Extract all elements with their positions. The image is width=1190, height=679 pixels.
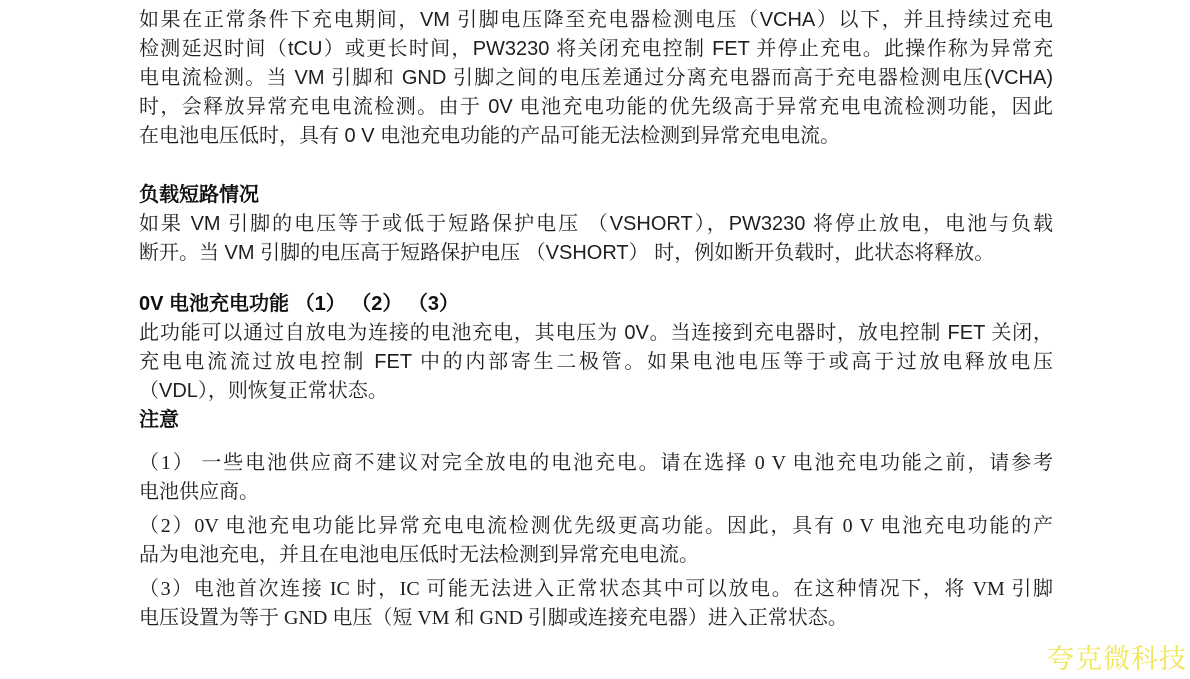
text-line: 在电池电压低时，具有 0 V 电池充电功能的产品可能无法检测到异常充电电流。 <box>139 125 841 147</box>
text-line: 品为电池充电，并且在电池电压低时无法检测到异常充电电流。 <box>139 544 699 566</box>
text-line: 时，会释放异常充电电流检测。由于 0V 电池充电功能的优先级高于异常充电电流检测功能，因此 <box>139 96 1053 118</box>
section-heading: 负载短路情况 <box>139 184 259 206</box>
text-line: 断开。当 VM 引脚的电压高于短路保护电压 （VSHORT） 时，例如断开负载时，此状态将释放。 <box>139 242 995 264</box>
section-heading: 0V 电池充电功能 （1） （2） （3） <box>139 293 460 315</box>
paragraph <box>139 449 1053 507</box>
text-line: （1） 一些电池供应商不建议对完全放电的电池充电。请在选择 0 V 电池充电功能之前，请参考 <box>139 452 1053 474</box>
watermark-text: 夸克微科技 <box>1047 644 1187 674</box>
text-line: 充电电流流过放电控制 FET 中的内部寄生二极管。如果电池电压等于或高于过放电释放电压 <box>139 351 1053 373</box>
text-line: （3）电池首次连接 IC 时，IC 可能无法进入正常状态其中可以放电。在这种情况下，将 VM 引脚 <box>139 578 1053 600</box>
text-line: 电压设置为等于 GND 电压（短 VM 和 GND 引脚或连接充电器）进入正常状态。 <box>139 607 848 629</box>
text-line: 电电流检测。当 VM 引脚和 GND 引脚之间的电压差通过分离充电器而高于充电器检测电压(VCHA) <box>139 67 1053 89</box>
paragraph <box>139 319 1053 406</box>
text-line: 如果在正常条件下充电期间，VM 引脚电压降至充电器检测电压（VCHA）以下，并且持续过充电 <box>139 9 1053 31</box>
section-heading: 注意 <box>139 409 179 431</box>
document-content <box>139 6 1053 633</box>
text-line: 如果 VM 引脚的电压等于或低于短路保护电压 （VSHORT），PW3230 将停止放电，电池与负载 <box>139 213 1053 235</box>
paragraph <box>139 512 1053 570</box>
paragraph <box>139 575 1053 633</box>
text-line: 检测延迟时间（tCU）或更长时间，PW3230 将关闭充电控制 FET 并停止充电。此操作称为异常充 <box>139 38 1053 60</box>
text-line: （2）0V 电池充电功能比异常充电电流检测优先级更高功能。因此，具有 0 V 电池充电功能的产 <box>139 515 1053 537</box>
paragraph <box>139 210 1053 268</box>
text-line: 电池供应商。 <box>139 481 259 503</box>
text-line: （VDL），则恢复正常状态。 <box>139 380 388 402</box>
paragraph <box>139 6 1053 151</box>
text-line: 此功能可以通过自放电为连接的电池充电，其电压为 0V。当连接到充电器时，放电控制 FET 关闭， <box>139 322 1053 344</box>
